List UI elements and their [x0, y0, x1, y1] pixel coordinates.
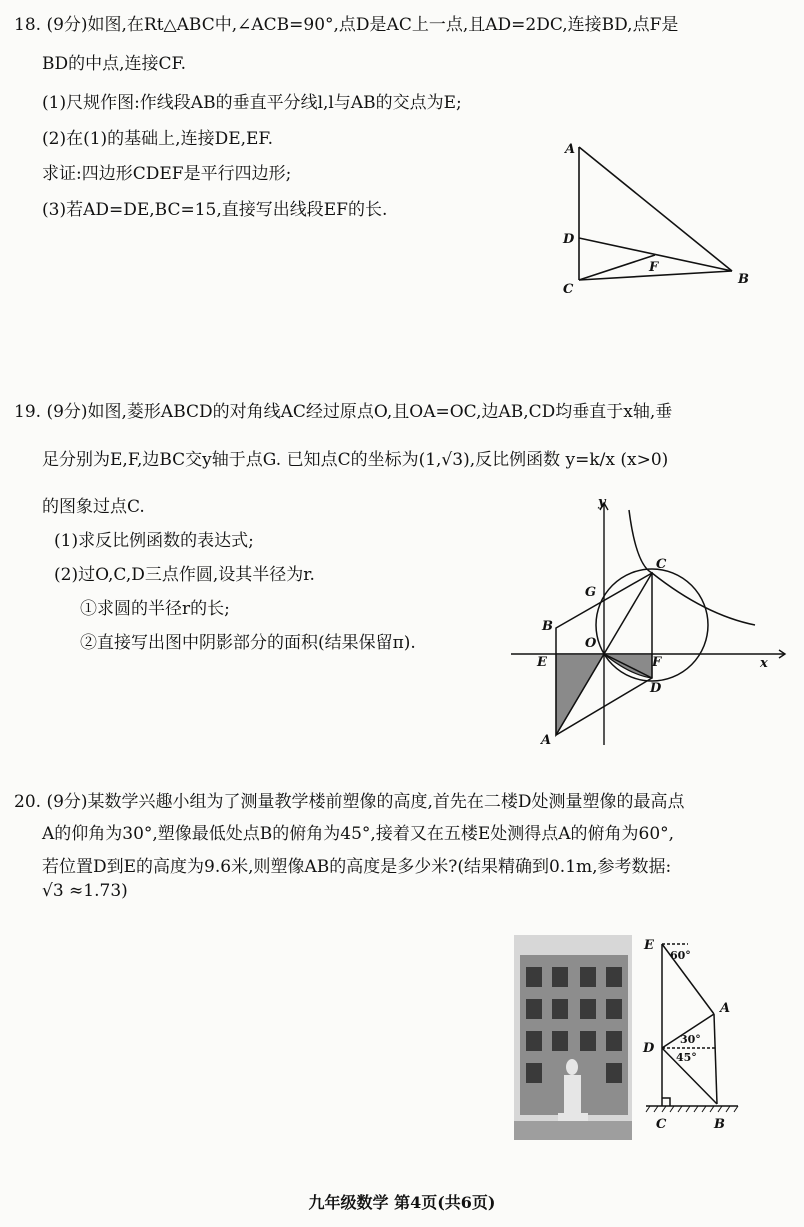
q19-label-a: A: [541, 733, 552, 748]
hyperbola-curve: [629, 510, 755, 625]
q20-label-e: E: [644, 938, 654, 953]
q20-line-1: 20. (9分)某数学兴趣小组为了测量教学楼前塑像的高度,首先在二楼D处测量塑像的最高点: [14, 792, 685, 812]
right-angle-mark: [662, 1098, 670, 1106]
q18-line-3: (1)尺规作图:作线段AB的垂直平分线l,l与AB的交点为E;: [42, 93, 462, 113]
q18-label-b: B: [738, 272, 749, 287]
q20-angle-45: 45°: [676, 1051, 697, 1064]
q18-label-c: C: [563, 282, 574, 297]
page-footer: 九年级数学 第4页(共6页): [308, 1193, 496, 1212]
q19-label-o: O: [585, 636, 597, 651]
q20-angle-60: 60°: [670, 949, 691, 962]
q20-line-2: A的仰角为30°,塑像最低处点B的俯角为45°,接着又在五楼E处测得点A的俯角为60°,: [42, 824, 675, 844]
q20-label-c: C: [656, 1117, 667, 1132]
q19-line-7: ②直接写出图中阴影部分的面积(结果保留π).: [80, 633, 416, 653]
q18-side-ab: [579, 147, 732, 271]
q20-label-a: A: [720, 1001, 731, 1016]
q19-label-e: E: [537, 655, 547, 670]
q20-line-3: 若位置D到E的高度为9.6米,则塑像AB的高度是多少米?(结果精确到0.1m,参考数据:: [42, 857, 672, 877]
q18-line-2: BD的中点,连接CF.: [42, 54, 187, 74]
q19-label-d: D: [650, 681, 662, 696]
q18-label-f: F: [649, 260, 659, 275]
q20-angle-30: 30°: [680, 1033, 701, 1046]
q18-line-6: (3)若AD=DE,BC=15,直接写出线段EF的长.: [42, 200, 388, 220]
q19-label-y: y: [598, 495, 606, 510]
q19-line-1: 19. (9分)如图,菱形ABCD的对角线AC经过原点O,且OA=OC,边AB,CD均垂直于x轴,垂: [14, 402, 673, 422]
q18-label-d: D: [563, 232, 575, 247]
q20-line-4: √3 ≈1.73): [42, 881, 128, 901]
q18-line-4: (2)在(1)的基础上,连接DE,EF.: [42, 129, 273, 149]
q19-line-2: 足分别为E,F,边BC交y轴于点G. 已知点C的坐标为(1,√3),反比例函数 y=k/x (x>0): [42, 450, 669, 470]
q18-line-5: 求证:四边形CDEF是平行四边形;: [42, 164, 292, 184]
q18-line-1: 18. (9分)如图,在Rt△ABC中,∠ACB=90°,点D是AC上一点,且AD=2DC,连接BD,点F是: [14, 15, 679, 35]
q19-line-3: 的图象过点C.: [42, 497, 145, 517]
q19-label-x: x: [760, 656, 768, 671]
q20-label-d: D: [643, 1041, 655, 1056]
q19-line-5: (2)过O,C,D三点作圆,设其半径为r.: [54, 565, 315, 585]
q20-label-b: B: [714, 1117, 725, 1132]
q19-line-6: ①求圆的半径r的长;: [80, 599, 230, 619]
statue-photo: [514, 935, 632, 1140]
q20-figure: [638, 930, 748, 1135]
q18-label-a: A: [565, 142, 576, 157]
statue-ab: [714, 1014, 717, 1104]
q19-line-4: (1)求反比例函数的表达式;: [54, 531, 254, 551]
q19-label-f: F: [652, 655, 662, 670]
q19-label-b: B: [542, 619, 553, 634]
q19-label-c: C: [656, 557, 667, 572]
q19-label-g: G: [585, 585, 597, 600]
q18-figure: [555, 135, 755, 300]
q19-figure: [505, 495, 795, 750]
